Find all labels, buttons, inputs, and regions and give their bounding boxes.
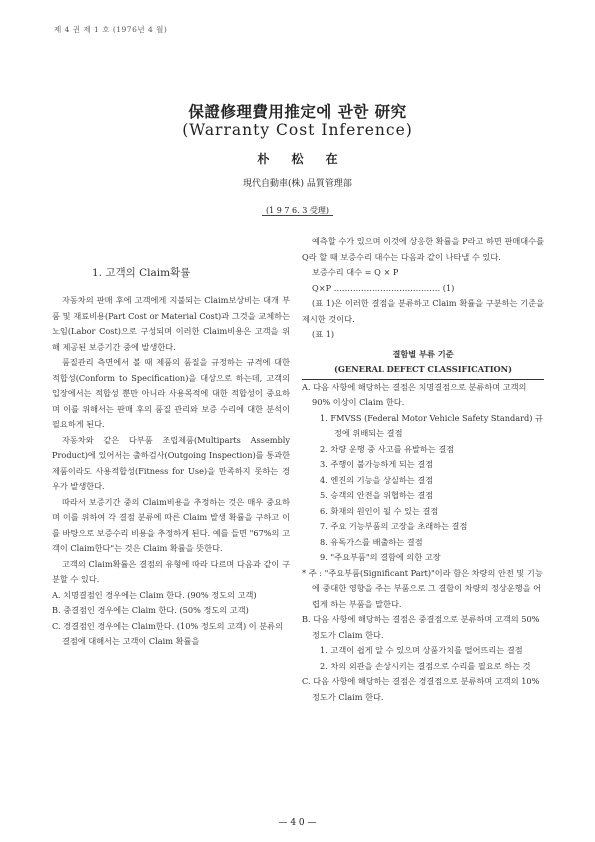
table-item: 5. 승객의 안전을 위협하는 결점 — [320, 490, 434, 500]
paragraph: 자동차와 같은 다부품 조립제품(Multiparts Assembly Product)에 있어서는 출하검사(Outgoing Inspection)를 통과한 제품이라도 사용적합성(Fitness for Use)을 만족하지 못하는 경우가 발생한다. — [52, 434, 290, 491]
table-item: * 주 : "주요부품(Significant Part)"이라 함은 차량의 안전 및 기능에 중대한 영향을 주는 부품으로 그 결함이 차량의 정상운행을 어렵게 하는 부품을 말한다. — [302, 567, 543, 609]
table-title: 결함별 부류 기준 — [392, 348, 454, 359]
paragraph: 따라서 보증기간 중의 Claim비용을 추정하는 것은 매우 중요하며 이를 위하여 각 결점 분류에 따른 Claim 발생 확률을 구하고 이를 바탕으로 보증수리 비용을 추정하게 된다. 예를 들면 "67%의 고객이 Claim한다"는 것은 Claim 확률을 뜻한다. — [52, 496, 290, 553]
table-item: 6. 화재의 원인이 될 수 있는 결점 — [320, 505, 439, 516]
right-column — [302, 234, 544, 705]
claim-category-item: C. 경결점인 경우에는 Claim한다. (10% 정도의 고객) 이 분류의 결점에 대해서는 고객이 Claim 확률을 — [52, 620, 284, 646]
paragraph: 자동차의 판매 후에 고객에게 지불되는 Claim보상비는 대개 부품 및 재료비용(Part Cost or Material Cost)과 그것을 교체하는 노임(Labor Cost)으로 구성되며 이러한 Claim비용은 고객을 위해 제공된 보증기간 중에 발생한다. — [52, 295, 290, 352]
paragraph: 예측할 수가 있으며 이것에 상응한 확률을 P라고 하면 판매대수를 Q라 할 때 보증수리 대수는 다음과 같이 나타낼 수 있다. — [302, 236, 544, 262]
table-items — [302, 380, 544, 706]
table-item: 2. 차량 운행 중 사고를 유발하는 결점 — [320, 443, 455, 454]
left-column — [52, 265, 290, 650]
author-affiliation: 現代自動車(株) 品質管理部 — [243, 179, 352, 189]
paragraph: 고객의 Claim확률은 결점의 유형에 따라 다르며 다음과 같이 구분할 수 있다. — [52, 558, 290, 584]
paragraph: 보증수리 대수 = Q × P — [312, 267, 399, 277]
received-date — [0, 205, 595, 216]
paragraph: 품질관리 측면에서 볼 때 제품의 품질을 규정하는 규격에 대한 적합성(Conform to Specification)을 대상으로 하는데, 고객의 입장에서는 적합성 뿐만 아니라 사용목적에 대한 적합성이 중요하며 이를 위해서는 판매 후의 품질 관리와 보증 수리에 대한 분석이 필요하게 된다. — [52, 357, 290, 429]
claim-category-item: A. 치명결점인 경우에는 Claim 한다. (90% 정도의 고객) — [52, 589, 257, 600]
table-item: B. 다음 사항에 해당하는 결점은 중결점으로 분류하며 고객의 50% 정도가 Claim 한다. — [302, 614, 540, 640]
journal-header: 제 4 권 제 1 호 (1976년 4 월) — [54, 25, 168, 34]
page-number: — 4 0 — — [278, 818, 317, 828]
table-item: A. 다음 사항에 해당하는 결점은 치명결점으로 분류하며 고객의 90% 이상이 Claim 한다. — [302, 381, 527, 407]
equation-leader: ………………………………… — [333, 282, 443, 293]
table-reference: (표 1) — [312, 329, 335, 339]
table-item: 4. 엔진의 기능을 상실하는 결점 — [320, 474, 434, 485]
section-heading: 1. 고객의 Claim확률 — [92, 267, 191, 279]
table-item: 1. 고객이 쉽게 알 수 있으며 상품가치를 떨어뜨리는 결점 — [320, 645, 523, 655]
equation-number: (1) — [442, 282, 455, 293]
author-name: 朴 松 在 — [257, 152, 338, 166]
paragraph: (표 1)은 이러한 결점을 분류하고 Claim 확률을 구분하는 기준을 제시한 것이다. — [302, 298, 544, 324]
received-date-text: (1 9 7 6. 3 受理) — [262, 206, 333, 216]
paper-title-korean: 保證修理費用推定에 관한 研究 — [188, 102, 407, 121]
equation-lhs: Q×P — [312, 282, 332, 293]
table-item: 9. "주요부품"의 결함에 의한 고장 — [320, 552, 441, 562]
table-item: 2. 차의 외관을 손상시키는 결점으로 수리를 필요로 하는 것 — [320, 660, 531, 671]
table-subtitle: (GENERAL DEFECT CLASSIFICATION) — [302, 362, 544, 380]
table-item: 3. 주행이 불가능하게 되는 결점 — [320, 459, 434, 469]
table-item: 7. 주요 기능부품의 고장을 초래하는 결점 — [320, 521, 468, 531]
equation — [302, 281, 544, 297]
table-item: C. 다음 사항에 해당하는 결점은 경결점으로 분류하며 고객의 10% 정도가 Claim 한다. — [302, 676, 540, 702]
paper-title-english: (Warranty Cost Inference) — [182, 121, 413, 139]
claim-category-item: B. 중결점인 경우에는 Claim 한다. (50% 정도의 고객) — [52, 605, 249, 615]
table-item: 1. FMVSS (Federal Motor Vehicle Safety Standard) 규정에 위배되는 결점 — [320, 412, 543, 438]
table-item: 8. 유독가스를 배출하는 결점 — [320, 536, 423, 547]
